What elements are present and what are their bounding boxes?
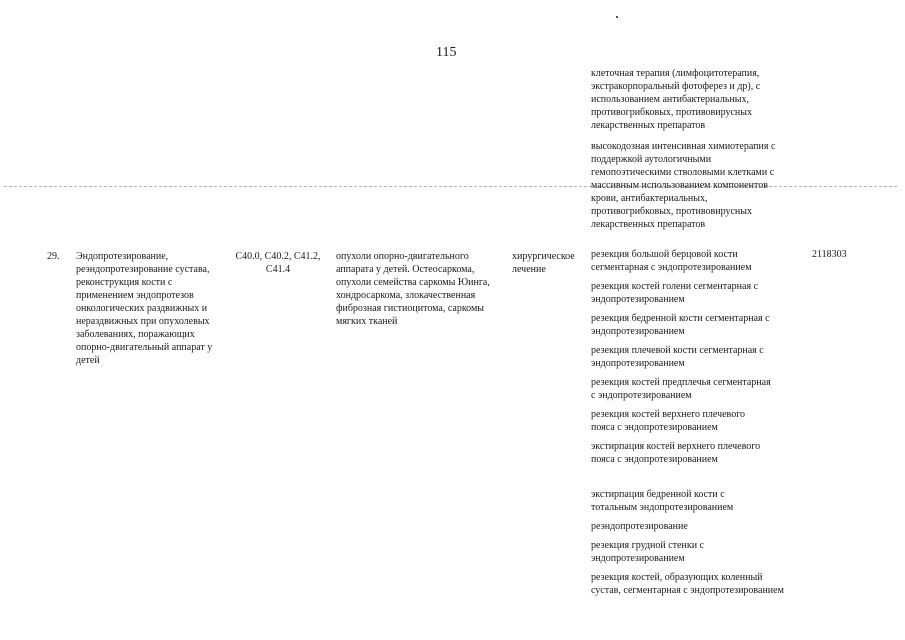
method-item: резекция большой берцовой кости сегментарная с эндопротезированием	[591, 249, 752, 273]
row-number: 29.	[47, 251, 60, 262]
method-item: клеточная терапия (лимфоцитотерапия, экстракорпоральный фотоферез и др), с использованием антибактериальных, противогрибковых, противовирусных лекарственных препаратов	[591, 68, 761, 131]
price-value: 2118303	[812, 249, 847, 260]
methods-list-a	[591, 248, 796, 466]
method-item: резекция грудной стенки с эндопротезированием	[591, 540, 704, 564]
method-item: резекция плечевой кости сегментарная с эндопротезированием	[591, 345, 764, 369]
treatment-type: хирургическое лечение	[512, 251, 575, 275]
procedure-name: Эндопротезирование, реэндопротезирование сустава, реконструкция кости с применением эндопротезов онкологических раздвижных и нераздвижных при опухолевых заболеваниях, поражающих опорно-двигательный аппарат у детей	[76, 251, 213, 366]
method-item: экстирпация бедренной кости с тотальным эндопротезированием	[591, 489, 734, 513]
method-item: резекция костей, образующих коленный сустав, сегментарная с эндопротезированием	[591, 572, 784, 596]
scan-speck	[616, 16, 618, 18]
method-item: резекция костей голени сегментарная с эндопротезированием	[591, 281, 759, 305]
methods-list-b	[591, 488, 796, 597]
method-item: резекция бедренной кости сегментарная с эндопротезированием	[591, 313, 770, 337]
method-item: реэндопротезирование	[591, 521, 688, 532]
method-item: резекция костей верхнего плечевого пояса с эндопротезированием	[591, 409, 746, 433]
continuation-methods	[591, 67, 796, 132]
method-item: экстирпация костей верхнего плечевого пояса с эндопротезированием	[591, 441, 761, 465]
page-number: 115	[436, 45, 457, 60]
method-item: резекция костей предплечья сегментарная с эндопротезированием	[591, 377, 771, 401]
method-item: высокодозная интенсивная химиотерапия с поддержкой аутологичными гемопоэтическими стволовыми клетками с массивным использованием компонентов крови, антибактериальных, противогрибковых, противовирусных лекарственных препаратов	[591, 141, 776, 230]
icd-codes: C40.0, C40.2, C41.2, C41.4	[235, 251, 321, 275]
continuation-methods-2	[591, 140, 796, 231]
patient-model: опухоли опорно-двигательного аппарата у детей. Остеосаркома, опухоли семейства саркомы Юинга, хондросаркома, злокачественная фиброзная гистиоцитома, саркомы мягких тканей	[336, 251, 490, 327]
